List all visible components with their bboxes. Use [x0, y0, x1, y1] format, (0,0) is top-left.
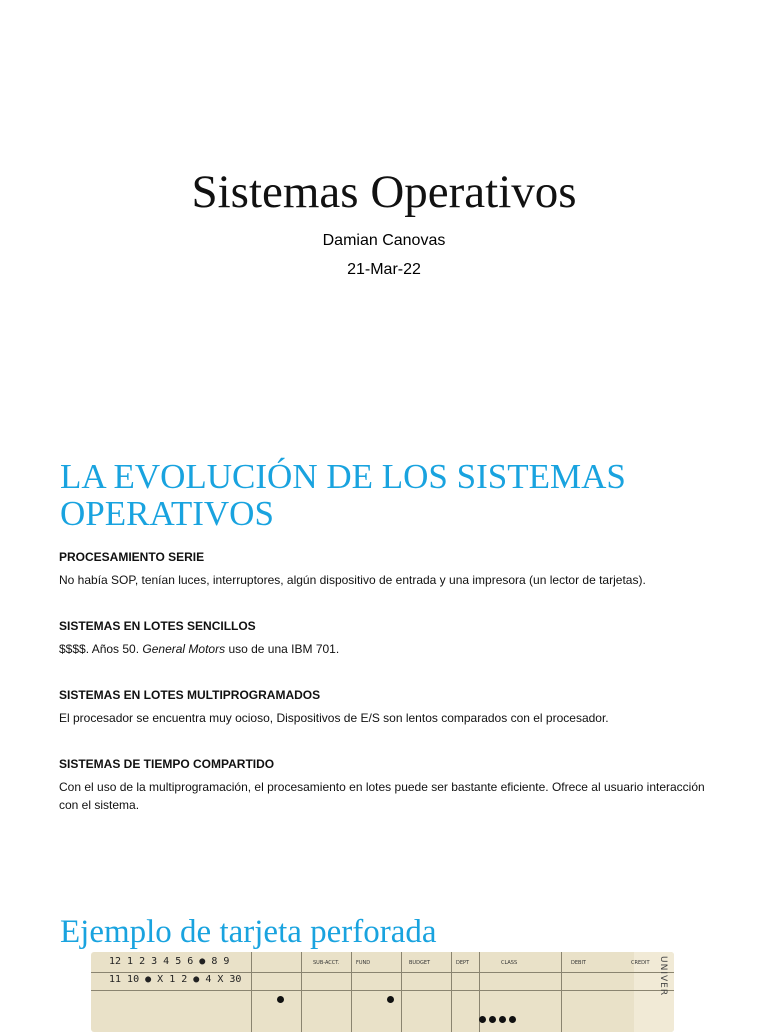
card-rule: [561, 952, 562, 1032]
card-field-label: CLASS: [501, 960, 518, 966]
title-slide: [0, 0, 768, 430]
card-hole: [489, 1016, 496, 1023]
card-rule: [351, 952, 352, 1032]
card-rule: [451, 952, 452, 1032]
card-rule: [251, 952, 252, 1032]
card-rule: [301, 952, 302, 1032]
section-body-procesamiento-serie: No había SOP, tenían luces, interruptores, algún dispositivo de entrada y una impresora (un lector de tarjetas).: [59, 573, 646, 587]
card-rule: [91, 972, 674, 973]
card-field-label: FUND: [356, 960, 371, 966]
body-emphasis: General Motors: [142, 642, 226, 656]
card-hole: [499, 1016, 506, 1023]
body-text: $$$$. Años 50.: [59, 642, 143, 656]
slide-heading-line-2: OPERATIVOS: [60, 494, 274, 533]
card-field-label: DEBIT: [571, 960, 586, 966]
card-field-label: DEPT: [456, 960, 470, 966]
presentation-title: Sistemas Operativos: [191, 166, 577, 218]
section-title-procesamiento-serie: PROCESAMIENTO SERIE: [59, 550, 205, 564]
presentation-date: 21-Mar-22: [347, 261, 421, 278]
body-text: uso de una IBM 701.: [225, 642, 340, 656]
slide-heading: [60, 458, 720, 532]
card-rule: [91, 990, 674, 991]
card-row-digits: 12 1 2 3 4 5 6 ● 8 9: [109, 956, 230, 967]
card-hole: [509, 1016, 516, 1023]
section-body-lotes-sencillos: [59, 640, 719, 658]
card-row-digits: 11 10 ● X 1 2 ● 4 X 30: [109, 974, 242, 985]
section-title-lotes-multiprogramados: SISTEMAS EN LOTES MULTIPROGRAMADOS: [59, 688, 321, 702]
section-title-tiempo-compartido: SISTEMAS DE TIEMPO COMPARTIDO: [59, 757, 275, 771]
card-field-label: SUB-ACCT.: [313, 960, 340, 966]
section-body-lotes-multiprogramados: El procesador se encuentra muy ocioso, Dispositivos de E/S son lentos comparados con el procesador.: [59, 711, 609, 725]
card-field-label: CREDIT: [631, 960, 650, 966]
card-field-label: BUDGET: [409, 960, 431, 966]
section-title-lotes-sencillos: SISTEMAS EN LOTES SENCILLOS: [59, 619, 256, 633]
card-hole: [387, 996, 394, 1003]
card-hole: [479, 1016, 486, 1023]
punched-card-image: [91, 952, 674, 1032]
punch-card-slide: [0, 900, 768, 1024]
slide-heading-line-1: LA EVOLUCIÓN DE LOS SISTEMAS: [60, 457, 626, 496]
card-rule: [401, 952, 402, 1032]
section-body-tiempo-compartido: Con el uso de la multiprogramación, el procesamiento en lotes puede ser bastante eficiente. Ofrece al usuario interacción con el sistema.: [59, 780, 705, 812]
card-side-text: UNIVER: [658, 956, 668, 997]
card-hole: [277, 996, 284, 1003]
slide-heading: Ejemplo de tarjeta perforada: [60, 914, 437, 950]
author-name: Damian Canovas: [322, 232, 446, 249]
